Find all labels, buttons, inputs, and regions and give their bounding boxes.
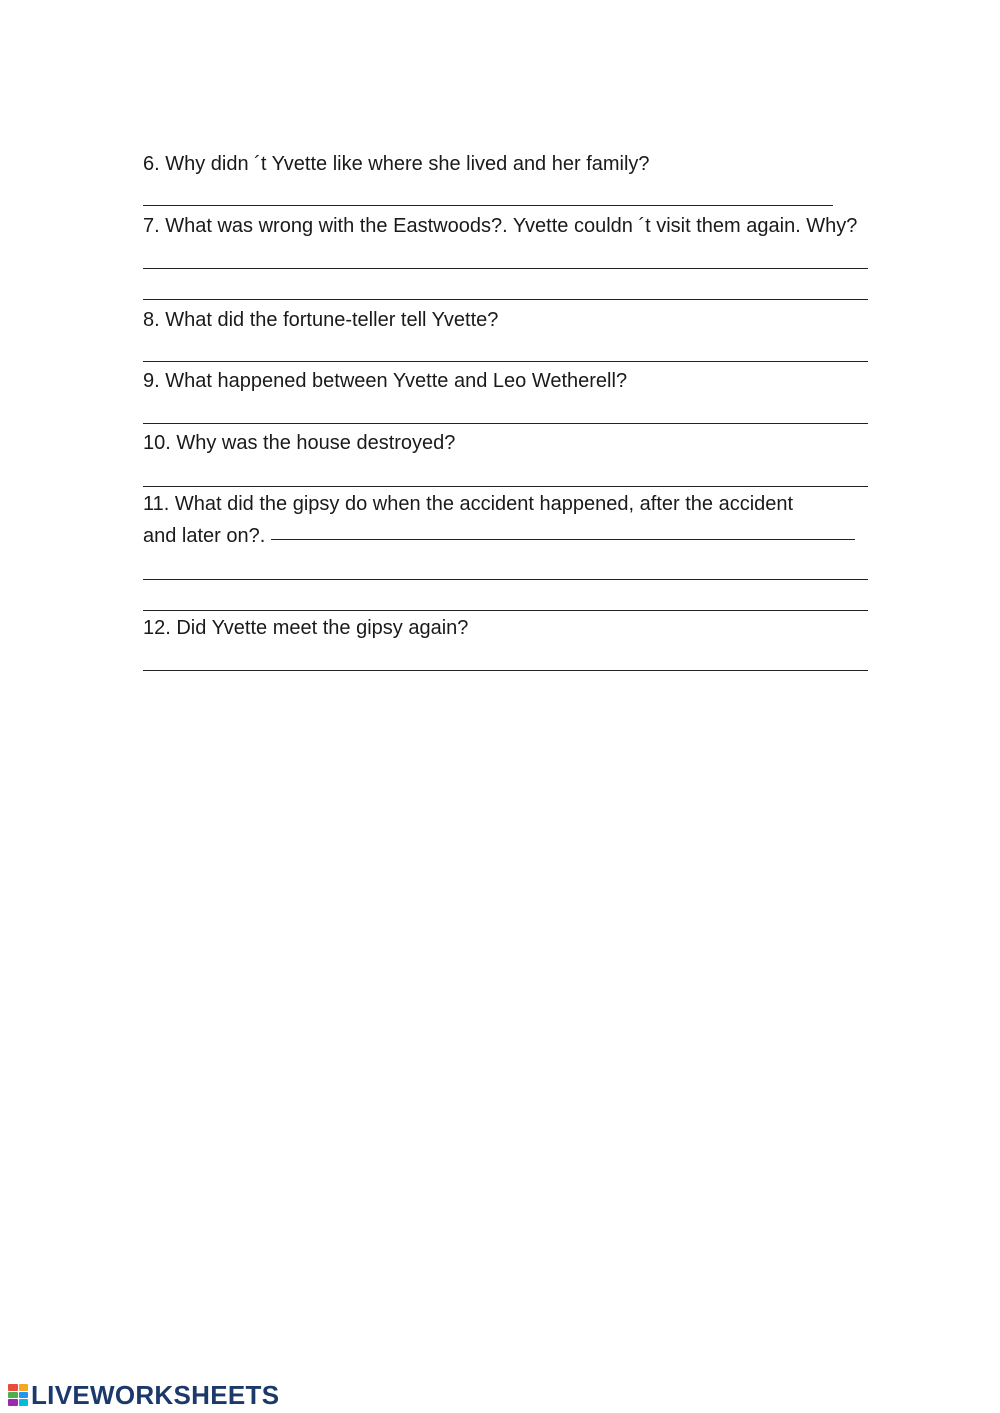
answer-line-7a[interactable] — [143, 268, 868, 269]
answer-line-12[interactable] — [143, 670, 868, 671]
liveworksheets-logo[interactable] — [8, 1380, 279, 1410]
logo-block-1 — [8, 1384, 18, 1391]
question-10: 10. Why was the house destroyed? — [143, 432, 456, 454]
logo-block-4 — [19, 1392, 29, 1399]
logo-block-5 — [8, 1399, 18, 1406]
answer-line-7b[interactable] — [143, 299, 868, 300]
answer-line-11b[interactable] — [143, 610, 868, 611]
answer-line-11a[interactable] — [143, 579, 868, 580]
answer-line-9[interactable] — [143, 423, 868, 424]
question-7: 7. What was wrong with the Eastwoods?. Yvette couldn ´t visit them again. Why? — [143, 215, 858, 237]
question-6: 6. Why didn ´t Yvette like where she lived and her family? — [143, 153, 650, 175]
question-11-line-2-text: and later on?. — [143, 525, 266, 547]
answer-line-10[interactable] — [143, 486, 868, 487]
logo-block-2 — [19, 1384, 29, 1391]
question-11-line-1: 11. What did the gipsy do when the accident happened, after the accident — [143, 493, 794, 515]
question-8: 8. What did the fortune-teller tell Yvette? — [143, 309, 499, 331]
logo-block-6 — [19, 1399, 29, 1406]
brand-name: LIVEWORKSHEETS — [31, 1379, 280, 1410]
answer-line-6[interactable] — [143, 205, 833, 206]
answer-line-8[interactable] — [143, 361, 868, 362]
question-11-line-2 — [143, 524, 855, 548]
answer-line-11-inline[interactable] — [271, 539, 855, 540]
logo-blocks-icon — [8, 1384, 28, 1406]
question-9: 9. What happened between Yvette and Leo Wetherell? — [143, 370, 628, 392]
question-12: 12. Did Yvette meet the gipsy again? — [143, 617, 469, 639]
logo-block-3 — [8, 1392, 18, 1399]
